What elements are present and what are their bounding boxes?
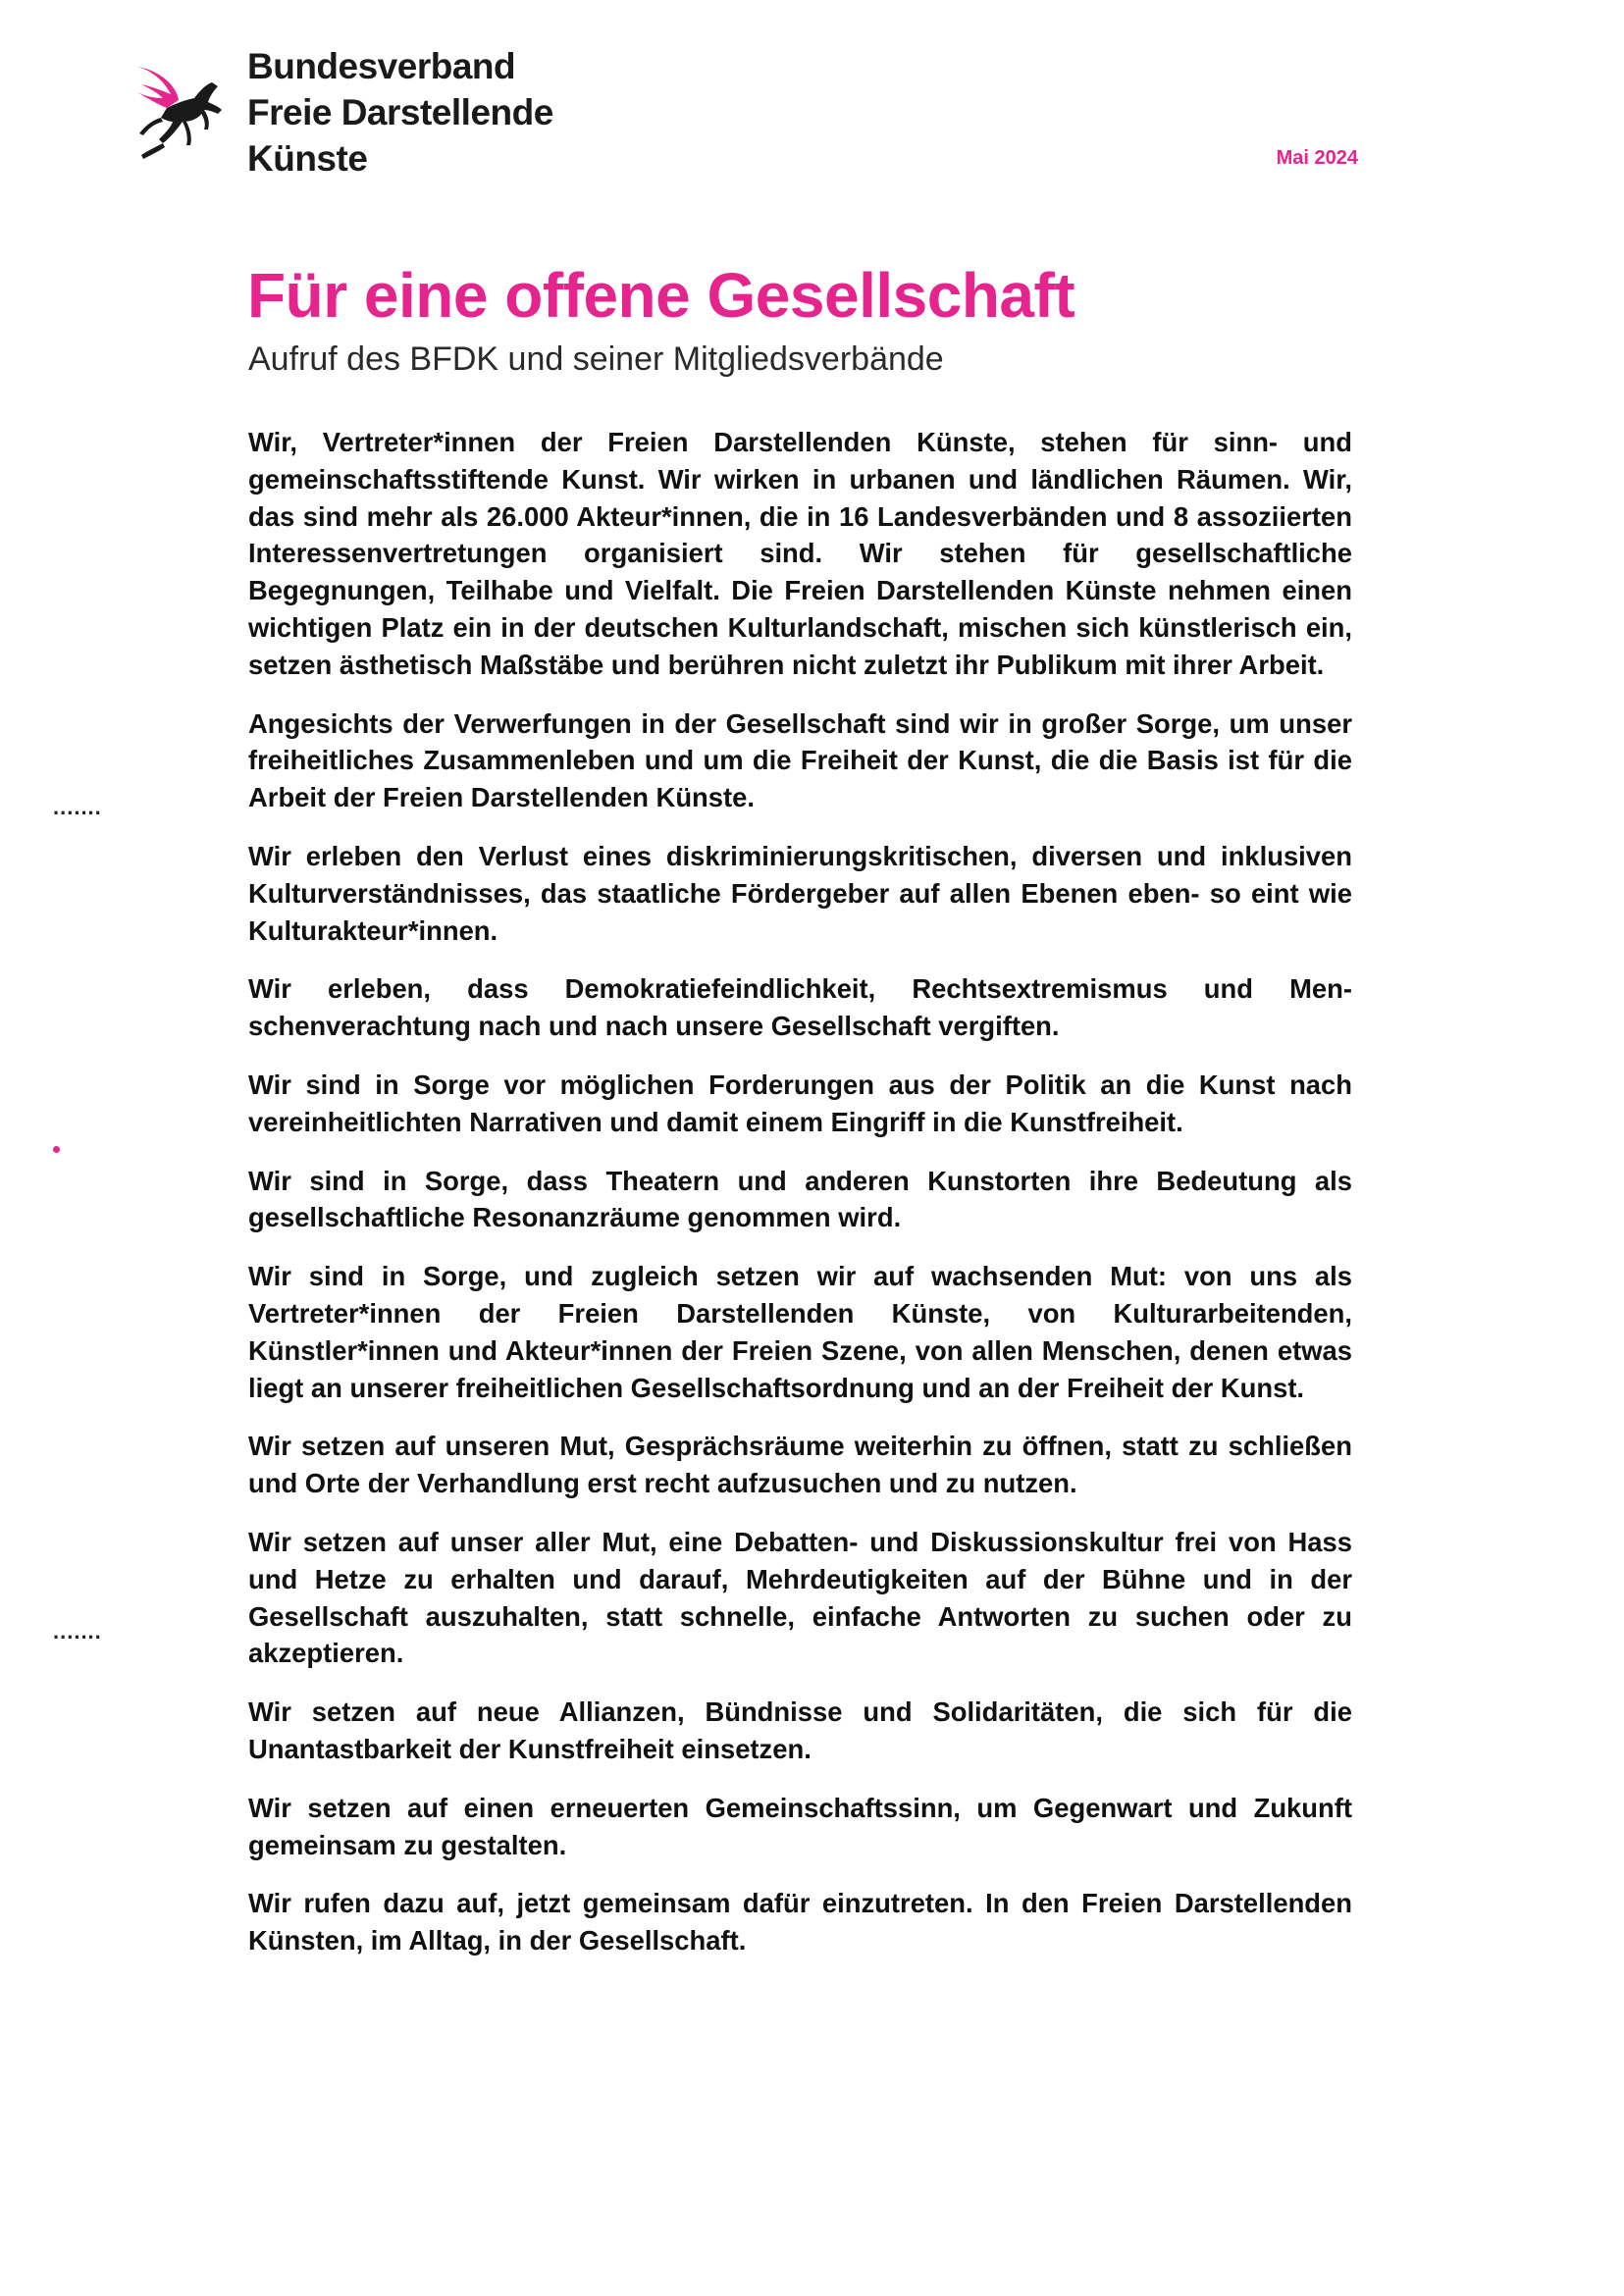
punch-mark	[53, 1146, 60, 1153]
paragraph: Wir setzen auf neue Allianzen, Bündnisse und Solidaritäten, die sich für die Unantastbarkeit der Kunstfreiheit einsetzen.	[248, 1696, 1352, 1764]
paragraph: Angesichts der Verwerfungen in der Gesellschaft sind wir in großer Sorge, um unser freiheitliches Zusammenleben und um die Freiheit der Kunst, die die Basis ist für die Arbeit der Freien Darstellenden Künste.	[248, 707, 1352, 813]
paragraph: Wir erleben, dass Demokratiefeindlichkeit, Rechtsextremismus und Menschenverachtung nach und nach unsere Gesellschaft vergiften.	[248, 973, 1352, 1042]
fold-mark-bottom: .......	[53, 1619, 102, 1644]
paragraph: Wir sind in Sorge vor möglichen Forderungen aus der Politik an die Kunst nach vereinheitlichten Narrativen und damit einem Eingriff in die Kunstfreiheit.	[248, 1069, 1352, 1137]
paragraph: Wir sind in Sorge, und zugleich setzen wir auf wachsenden Mut: von uns als Vertreter*innen der Freien Darstellenden Künste, von Kulturarbeitenden, Künstler*innen und Akteur*innen der Freien Szene, von allen Menschen, denen etwas liegt an unserer freiheitlichen Gesellschaftsordnung und an der Freiheit der Kunst.	[248, 1261, 1352, 1403]
paragraph: Wir setzen auf unseren Mut, Gesprächsräume weiterhin zu öffnen, statt zu schließen und Orte der Verhandlung erst recht aufzusuchen und zu nutzen.	[248, 1431, 1352, 1499]
fold-mark-top: .......	[53, 795, 102, 819]
organization-name-line-3: Künste	[247, 138, 368, 179]
paragraph: Wir setzen auf einen erneuerten Gemeinschaftssinn, um Gegenwart und Zukunft gemeinsam zu gestalten.	[248, 1792, 1352, 1860]
page-title: Für eine offene Gesellschaft	[247, 260, 1075, 331]
document-date: Mai 2024	[1276, 147, 1358, 169]
paragraph: Wir rufen dazu auf, jetzt gemeinsam dafür einzutreten. In den Freien Darstellenden Künsten, im Alltag, in der Gesellschaft.	[248, 1888, 1352, 1957]
document-body	[248, 424, 1352, 1981]
paragraph: Wir sind in Sorge, dass Theatern und anderen Kunstorten ihre Bedeutung als gesellschaftliche Resonanzräume genommen wird.	[248, 1165, 1352, 1233]
organization-name-line-1: Bundesverband	[247, 46, 516, 86]
page-subtitle: Aufruf des BFDK und seiner Mitgliedsverbände	[248, 340, 944, 378]
paragraph: Wir, Vertreter*innen der Freien Darstellenden Künste, stehen für sinn- und gemeinschaftsstiftende Kunst. Wir wirken in urbanen und ländlichen Räumen. Wir, das sind mehr als 26.000 Akteur*innen, die in 16 Landesverbänden und 8 assoziierten Interessenvertretungen organisiert sind. Wir stehen für gesellschaftliche Begegnungen, Teilhabe und Vielfalt. Die Freien Darstellenden Künste nehmen einen wichtigen Platz ein in der deutschen Kulturlandschaft, mischen sich künstlerisch ein, setzen ästhetisch Maßstäbe und berühren nicht zuletzt ihr Publikum mit ihrer Arbeit.	[248, 427, 1352, 680]
organization-name-line-2: Freie Darstellende	[247, 92, 553, 132]
organization-name	[247, 43, 836, 182]
winged-horse-icon	[131, 61, 226, 163]
paragraph: Wir setzen auf unser aller Mut, eine Debatten- und Diskussionskultur frei von Hass und Hetze zu erhalten und darauf, Mehrdeutigkeiten auf der Bühne und in der Gesellschaft auszuhalten, statt schnelle, einfache Antworten zu suchen oder zu akzeptieren.	[248, 1526, 1352, 1669]
paragraph: Wir erleben den Verlust eines diskriminierungskritischen, diversen und inklusiven Kulturverständnisses, das staatliche Fördergeber auf allen Ebenen eben- so eint wie Kulturakteur*innen.	[248, 840, 1352, 946]
